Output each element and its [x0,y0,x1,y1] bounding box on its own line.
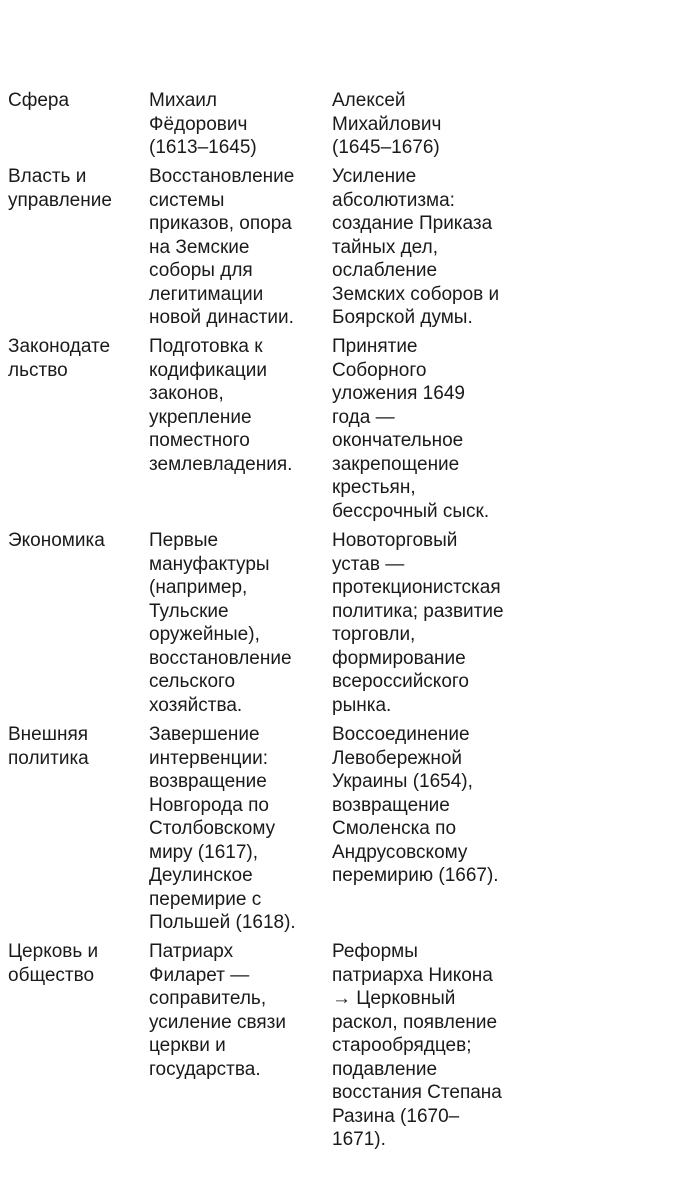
table-row [8,335,668,529]
row-alexei-cell: Принятие Соборного уложения 1649 года — окончательное закрепощение крестьян, бессрочный сыск. [332,336,490,522]
row-mikhail-cell: Завершение интервенции: возвращение Новгорода по Столбовскому миру (1617), Деулинское перемирие с Польшей (1618). [149,724,296,933]
row-sphere-cell: Внешняя политика [8,724,89,769]
row-sphere-cell: Экономика [8,530,105,551]
header-alexei: Алексей Михайлович (1645–1676) [332,90,442,158]
row-alexei-cell: Реформы патриарха Никона → Церковный раскол, появление старообрядцев; подавление восстания Степана Разина (1670– 1671). [332,941,502,1150]
row-mikhail-cell: Первые мануфактуры (например, Тульские оружейные), восстановление сельского хозяйства. [149,530,292,716]
table-header-row [8,89,668,165]
row-mikhail-cell: Восстановление системы приказов, опора на Земские соборы для легитимации новой династии. [149,166,295,328]
table-row [8,529,668,723]
table-row [8,723,668,940]
table-row [8,165,668,335]
row-mikhail-cell: Патриарх Филарет — соправитель, усиление связи церкви и государства. [149,941,286,1080]
header-sphere: Сфера [8,90,70,111]
table-row [8,940,668,1150]
row-mikhail-cell: Подготовка к кодификации законов, укрепление поместного землевладения. [149,336,293,475]
row-alexei-cell: Усиление абсолютизма: создание Приказа тайных дел, ослабление Земских соборов и Боярской думы. [332,166,500,328]
row-sphere-cell: Церковь и общество [8,941,99,986]
row-sphere-cell: Законодате льство [8,336,111,381]
header-mikhail: Михаил Фёдорович (1613–1645) [149,90,257,158]
row-sphere-cell: Власть и управление [8,166,112,211]
row-alexei-cell: Воссоединение Левобережной Украины (1654), возвращение Смоленска по Андрусовскому перемирию (1667). [332,724,499,886]
row-alexei-cell: Новоторговый устав — протекционистская политика; развитие торговли, формирование всероссийского рынка. [332,530,504,716]
comparison-table [8,89,668,1150]
